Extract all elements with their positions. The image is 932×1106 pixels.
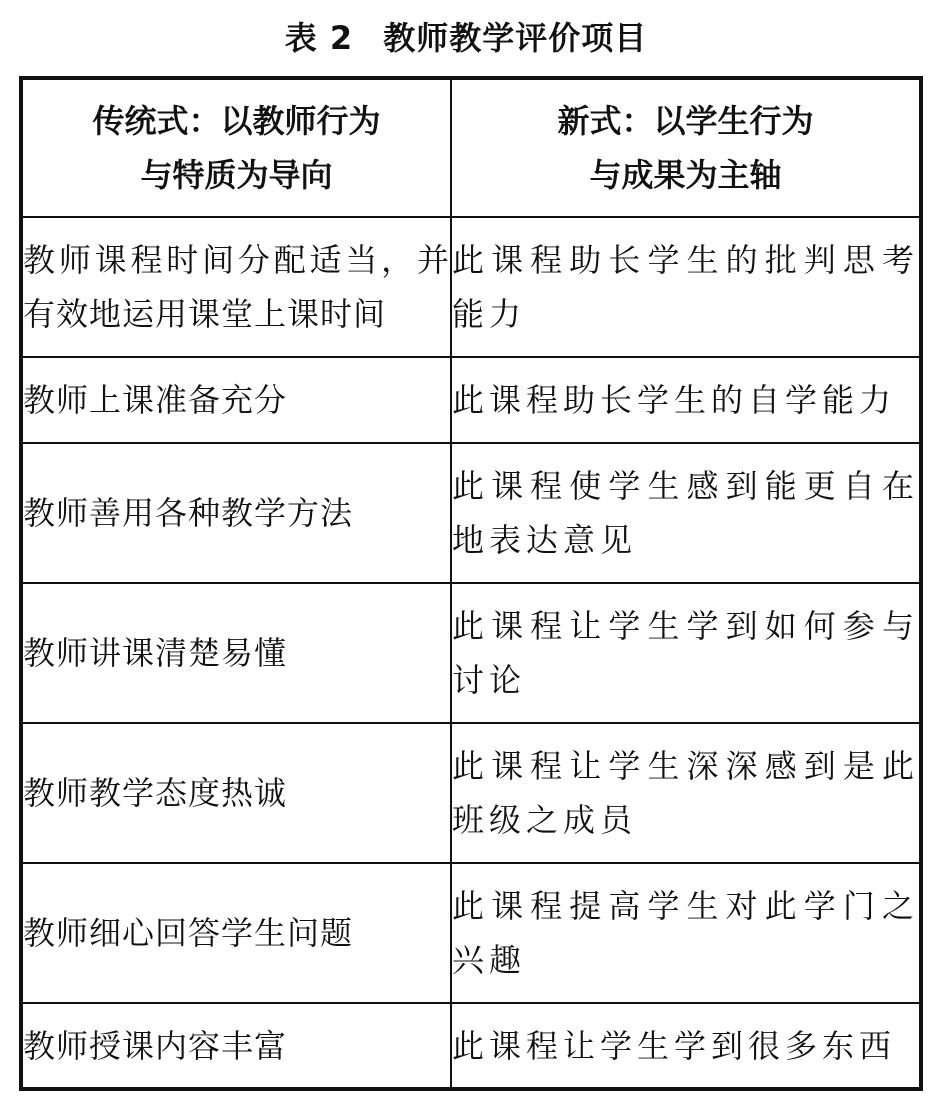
traditional-item: 教师上课准备充分	[21, 357, 451, 443]
new-item: 此课程让学生学到如何参与讨论	[451, 583, 921, 723]
table-header-row	[21, 78, 921, 217]
traditional-item: 教师讲课清楚易懂	[21, 583, 451, 723]
table-row	[21, 357, 921, 443]
table-row	[21, 443, 921, 583]
new-item: 此课程助长学生的自学能力	[451, 357, 921, 443]
header-new-line1: 新式：以学生行为	[557, 102, 814, 140]
table-row	[21, 863, 921, 1003]
traditional-item: 教师善用各种教学方法	[21, 443, 451, 583]
table-caption	[0, 8, 932, 68]
new-item: 此课程提高学生对此学门之兴趣	[451, 863, 921, 1003]
traditional-item: 教师课程时间分配适当，并有效地运用课堂上课时间	[21, 217, 451, 357]
table-row	[21, 1003, 921, 1089]
traditional-item: 教师细心回答学生问题	[21, 863, 451, 1003]
new-item: 此课程助长学生的批判思考能力	[451, 217, 921, 357]
new-item: 此课程让学生深深感到是此班级之成员	[451, 723, 921, 863]
header-new	[451, 78, 921, 217]
header-new-line2: 与成果为主轴	[589, 156, 782, 194]
header-traditional-line2: 与特质为导向	[140, 156, 333, 194]
table-number: 表 2	[284, 19, 354, 57]
header-traditional	[21, 78, 451, 217]
table-row	[21, 583, 921, 723]
table-title: 教师教学评价项目	[383, 19, 648, 57]
new-item: 此课程使学生感到能更自在地表达意见	[451, 443, 921, 583]
table-row	[21, 217, 921, 357]
traditional-item: 教师教学态度热诚	[21, 723, 451, 863]
traditional-item: 教师授课内容丰富	[21, 1003, 451, 1089]
header-traditional-line1: 传统式：以教师行为	[92, 102, 381, 140]
table-row	[21, 723, 921, 863]
new-item: 此课程让学生学到很多东西	[451, 1003, 921, 1089]
evaluation-table	[19, 76, 923, 1091]
